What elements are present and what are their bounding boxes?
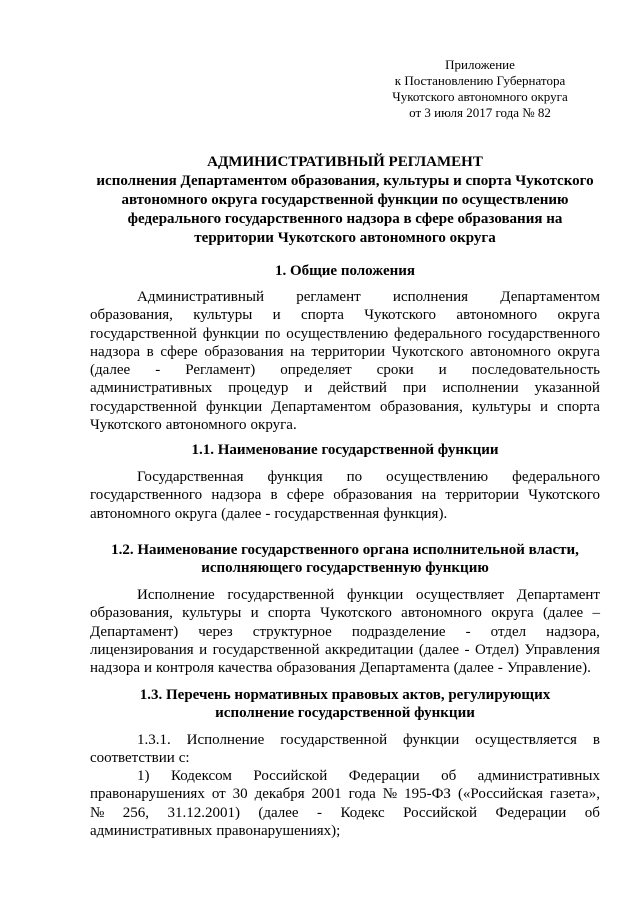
heading-line: исполняющего государственную функцию (201, 560, 489, 576)
title-line: федерального государственного надзора в сфере образования на (127, 211, 563, 227)
word: территории (445, 487, 520, 504)
paragraph-legal-basis (90, 731, 600, 768)
word: на (290, 343, 305, 360)
document-title (90, 153, 600, 248)
paragraph-line (90, 785, 600, 803)
word: последовательность (471, 362, 600, 379)
word: функция). (383, 505, 448, 522)
word: образования, (90, 605, 173, 622)
word: (далее (258, 804, 299, 821)
word: правонарушениях (90, 786, 205, 803)
appendix-line: от 3 июля 2017 года № 82 (409, 105, 551, 120)
word: декабря (254, 786, 305, 803)
word: образования (333, 487, 413, 504)
section-heading-general (90, 262, 600, 280)
word: (далее (90, 362, 131, 379)
word: регламент (296, 289, 361, 305)
word: года (348, 786, 376, 803)
word: - (155, 362, 161, 379)
word: соответствии (90, 750, 175, 767)
paragraph-line (90, 486, 600, 504)
word: осуществлению (386, 469, 489, 485)
paragraph-line (90, 416, 600, 434)
word: качества (218, 660, 273, 677)
paragraph-line (90, 306, 600, 324)
paragraph-line (90, 604, 600, 622)
word: Исполнение (186, 732, 265, 748)
word: Государственная (137, 469, 244, 485)
word: и (250, 605, 259, 622)
word: Российской (253, 768, 328, 784)
word: структурное (252, 623, 332, 640)
word: 31.12.2001) (167, 804, 240, 821)
word: об (584, 804, 600, 821)
word: сфере (286, 487, 325, 504)
word: (далее (221, 505, 262, 522)
word: образования (276, 660, 356, 677)
word: спорта (557, 398, 600, 415)
word: – (592, 605, 600, 622)
appendix-line: к Постановлению Губернатора (394, 73, 566, 88)
word: правонарушениях); (216, 822, 341, 839)
word: административных (90, 822, 213, 839)
word: автономного (401, 605, 482, 622)
word: функции (205, 398, 263, 415)
word: Департамент (516, 587, 600, 603)
word: административных (477, 768, 600, 784)
word: Федерации (348, 768, 420, 784)
word: государственного (487, 325, 600, 342)
word: № (382, 786, 398, 803)
word: государственной (227, 587, 335, 603)
word: контроля (156, 660, 215, 677)
word: культуры (471, 398, 531, 415)
paragraph-legal-item-1 (90, 767, 600, 840)
paragraph-line (90, 468, 600, 486)
word: № (90, 804, 105, 821)
paragraph-line (90, 749, 600, 767)
word: образования, (379, 398, 463, 415)
word: государственной (212, 641, 320, 658)
word: об (441, 768, 457, 784)
word: автономного (470, 343, 551, 360)
word: автономного (165, 417, 247, 434)
word: и (272, 307, 281, 324)
word: образования (204, 343, 284, 360)
word: функция (267, 469, 323, 485)
word: Отдел) (475, 641, 519, 658)
word: надзора (211, 487, 262, 504)
word: федерального (512, 469, 600, 485)
word: - (465, 623, 471, 640)
word: территории (311, 343, 386, 360)
paragraph-line (90, 379, 600, 397)
word: государственного (90, 487, 203, 504)
word: Чукотского (528, 487, 600, 504)
paragraph-line (90, 325, 600, 343)
word: округа (557, 307, 600, 324)
word: функции (402, 732, 460, 748)
word: в (146, 343, 154, 360)
word: округа (174, 505, 218, 522)
word: сфере (160, 343, 198, 360)
heading-line: 1. Общие положения (274, 263, 416, 279)
heading-line: 1.1. Наименование государственной функции (191, 442, 499, 458)
word: с: (178, 750, 190, 767)
paragraph-line (90, 767, 600, 785)
word: 1) (137, 768, 150, 784)
paragraph-function-name (90, 468, 600, 523)
title-line: автономного округа государственной функции по осуществлению (121, 192, 569, 208)
word: (далее (542, 605, 584, 622)
word: Чукотского (90, 417, 162, 434)
word: через (198, 623, 233, 640)
word: аккредитации (325, 641, 414, 658)
word: административных (90, 380, 213, 397)
word: - (497, 660, 503, 677)
word: осуществляется (475, 732, 577, 748)
word: Департамента (359, 660, 450, 677)
word: 1.3.1. (137, 732, 171, 748)
word: - (464, 641, 470, 658)
word: на (421, 487, 437, 504)
word: Регламент) (185, 362, 256, 379)
title-line: исполнения Департаментом образования, культуры и спорта Чукотского (96, 173, 594, 189)
heading-line: 1.2. Наименование государственного органа исполнительной власти, (111, 542, 579, 558)
word: и (199, 641, 208, 658)
word: действий (328, 380, 387, 397)
appendix-block (380, 57, 580, 121)
word: Административный (137, 289, 265, 305)
word: Чукотского (391, 343, 464, 360)
section-heading-function-name (90, 441, 600, 459)
word: Российской (403, 804, 478, 821)
word: и (540, 398, 549, 415)
word: надзора (90, 660, 140, 677)
word: государственная (274, 505, 380, 522)
title-line: территории Чукотского автономного округа (194, 230, 496, 246)
paragraph-line (90, 731, 600, 749)
word: от (211, 786, 226, 803)
word: культуры (182, 605, 242, 622)
word: в (592, 732, 600, 748)
word: спорта (267, 605, 311, 622)
word: округа (491, 605, 534, 622)
paragraph-line (90, 659, 600, 677)
word: государственной (90, 325, 197, 342)
word: Управления (524, 641, 600, 658)
word: и (304, 380, 313, 397)
word: исполнения (392, 289, 469, 305)
word: надзора, (546, 623, 600, 640)
word: надзора (90, 343, 140, 360)
paragraph-general (90, 288, 600, 434)
word: 2001 (311, 786, 342, 803)
word: округа. (250, 417, 297, 434)
word: лицензирования (90, 641, 194, 658)
word: Кодексом (170, 768, 232, 784)
paragraph-line (90, 505, 600, 523)
word: подразделение (351, 623, 446, 640)
paragraph-line (90, 822, 600, 840)
word: (далее (453, 660, 494, 677)
word: сроки (376, 362, 414, 379)
word: Департамент) (90, 623, 179, 640)
word: Кодекс (340, 804, 385, 821)
word: функции (202, 325, 260, 342)
word: осуществлению (286, 325, 389, 342)
word: процедур (228, 380, 289, 397)
paragraph-line (90, 361, 600, 379)
word: автономного (90, 505, 171, 522)
word: в (270, 487, 278, 504)
word: автономного (456, 307, 538, 324)
appendix-line: Приложение (445, 57, 515, 72)
paragraph-line (90, 586, 600, 604)
word: определяет (280, 362, 352, 379)
word: осуществляет (415, 587, 505, 603)
word: - (317, 804, 323, 821)
section-heading-legal-acts (90, 686, 600, 722)
paragraph-line (90, 804, 600, 822)
word: при (402, 380, 427, 397)
word: федерального (394, 325, 482, 342)
word: («Российская (457, 786, 543, 803)
paragraph-line (90, 623, 600, 641)
heading-line: 1.3. Перечень нормативных правовых актов, регулирующих (139, 687, 551, 703)
word: образования, (90, 307, 173, 324)
word: газета», (549, 786, 600, 803)
title-line: АДМИНИСТРАТИВНЫЙ РЕГЛАМЕНТ (207, 154, 483, 170)
heading-line: исполнение государственной функции (215, 705, 475, 721)
word: 30 (232, 786, 248, 803)
section-heading-authority (90, 541, 600, 577)
word: по (346, 469, 363, 485)
word: функции (347, 587, 404, 603)
word: 256, (122, 804, 149, 821)
word: Управление). (506, 660, 591, 677)
paragraph-line (90, 288, 600, 306)
paragraph-authority (90, 586, 600, 677)
word: и (144, 660, 153, 677)
paragraph-line (90, 343, 600, 361)
word: Департаментом (271, 398, 371, 415)
word: по (264, 325, 281, 342)
word: Исполнение (137, 587, 215, 603)
word: государственной (90, 398, 197, 415)
word: указанной (534, 380, 600, 397)
word: отдел (490, 623, 527, 640)
word: спорта (301, 307, 344, 324)
word: государственной (280, 732, 388, 748)
word: Федерации (495, 804, 567, 821)
appendix-line: Чукотского автономного округа (392, 89, 568, 104)
word: исполнении (442, 380, 519, 397)
word: Чукотского (364, 307, 437, 324)
word: Чукотского (320, 605, 392, 622)
word: Департаментом (500, 289, 600, 305)
word: 195-ФЗ (404, 786, 451, 803)
paragraph-line (90, 641, 600, 659)
word: культуры (193, 307, 253, 324)
word: округа (557, 343, 600, 360)
word: - (265, 505, 271, 522)
word: (далее (418, 641, 460, 658)
word: и (438, 362, 447, 379)
paragraph-line (90, 398, 600, 416)
